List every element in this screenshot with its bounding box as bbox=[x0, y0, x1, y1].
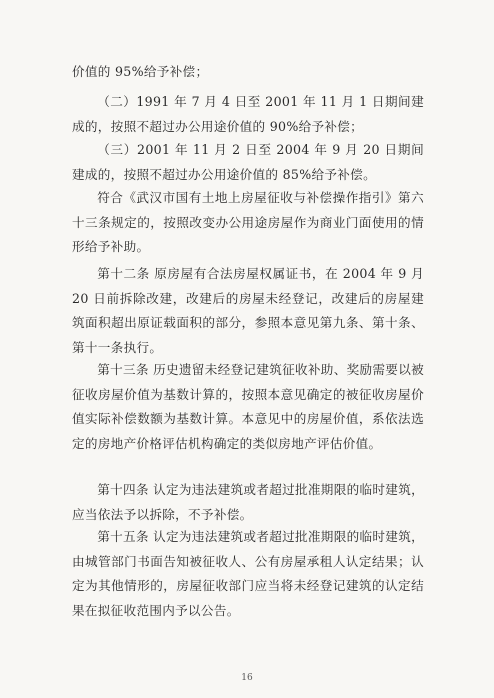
paragraph-1: 价值的 95%给予补偿； bbox=[72, 64, 209, 79]
paragraph-8: 第十五条 认定为违法建筑或者超过批准期限的临时建筑，由城管部门书面告知被征收人、公有房屋承租人认定结果；认定为其他情形的，房屋征收部门应当将未经登记建筑的认定结果在拟征收范围内予以公告。 bbox=[72, 529, 424, 618]
paragraph-4: 符合《武汉市国有土地上房屋征收与补偿操作指引》第六十三条规定的，按照改变办公用途房屋作为商业门面使用的情形给予补助。 bbox=[72, 190, 424, 255]
paragraph-3: （三）2001 年 11 月 2 日至 2004 年 9 月 20 日期间建成的，按照不超过办公用途价值的 85%给予补偿。 bbox=[72, 142, 424, 182]
paragraph-5: 第十二条 原房屋有合法房屋权属证书，在 2004 年 9 月 20 日前拆除改建，改建后的房屋未经登记，改建后的房屋建筑面积超出原证载面积的部分，参照本意见第九条、第十条、第十一条执行。 bbox=[72, 266, 424, 355]
paragraph-7: 第十四条 认定为违法建筑或者超过批准期限的临时建筑，应当依法予以拆除，不予补偿。 bbox=[72, 482, 424, 522]
paragraph-6: 第十三条 历史遗留未经登记建筑征收补助、奖励需要以被征收房屋价值为基数计算的，按照本意见确定的被征收房屋价值实际补偿数额为基数计算。本意见中的房屋价值，系依法选定的房地产价格评估机构确定的类似房地产评估价值。 bbox=[72, 362, 424, 451]
paragraph-2: （二）1991 年 7 月 4 日至 2001 年 11 月 1 日期间建成的，按照不超过办公用途价值的 90%给予补偿； bbox=[72, 94, 424, 134]
page-number: 16 bbox=[241, 673, 253, 683]
